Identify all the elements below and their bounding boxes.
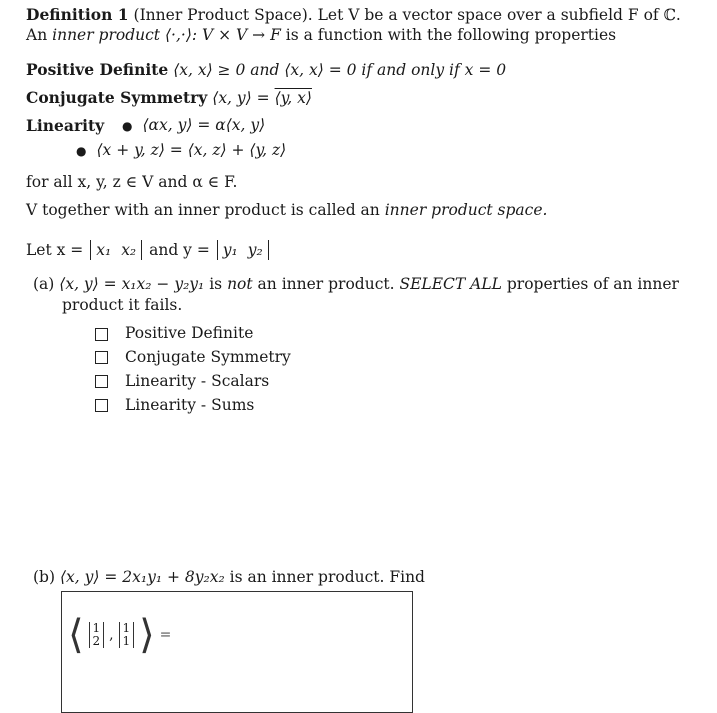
part-a-line2-text: product it fails.: [62, 296, 183, 314]
option-label-conjugate-symmetry: Conjugate Symmetry: [125, 348, 291, 366]
part-b-formula: ⟨x, y⟩ = 2x₁y₁ + 8y₂x₂: [59, 568, 225, 586]
property-text: ⟨x, x⟩ ≥ 0 and ⟨x, x⟩ = 0 if and only if x = 0: [173, 61, 507, 79]
equals-sign: =: [159, 627, 172, 643]
property-name: Positive Definite: [26, 60, 169, 79]
forall-text: for all x, y, z ∈ V and α ∈ F.: [26, 173, 238, 191]
checkbox-positive-definite[interactable]: [95, 328, 108, 341]
part-a-line-1: [33, 275, 679, 293]
linearity-bullet-2: [76, 141, 286, 159]
property-positive-definite: [26, 60, 506, 79]
definition-title: (Inner Product Space).: [133, 6, 313, 24]
column-vector-1: 1 2: [89, 622, 105, 648]
checkbox-linearity-sums[interactable]: [95, 399, 108, 412]
option-label-linearity-scalars: Linearity - Scalars: [125, 372, 270, 390]
bullet-text: ⟨x + y, z⟩ = ⟨x, z⟩ + ⟨y, z⟩: [96, 141, 287, 159]
option-label-positive-definite: Positive Definite: [125, 324, 254, 342]
part-b-label: (b): [33, 568, 56, 586]
property-linearity: [26, 116, 104, 135]
part-a-not: not: [227, 275, 253, 293]
definition-heading: Definition 1: [26, 5, 129, 24]
definition-term: inner product: [52, 26, 161, 44]
together-line: [26, 201, 547, 219]
definition-line-2: [26, 26, 616, 44]
property-conjugate-symmetry: [26, 88, 312, 107]
let-prefix: Let x =: [26, 241, 84, 259]
part-a-label: (a): [33, 275, 55, 293]
checkbox-linearity-scalars[interactable]: [95, 375, 108, 388]
answer-box[interactable]: [61, 591, 413, 713]
part-a-select-all: SELECT ALL: [399, 275, 502, 293]
part-b-line: [33, 568, 425, 586]
property-text: ⟨x, y⟩ =: [212, 89, 275, 107]
x-row-vector: x₁ x₂: [90, 240, 142, 260]
inner-product-expression: [68, 612, 171, 658]
part-a-formula: ⟨x, y⟩ = x₁x₂ − y₂y₁: [59, 275, 205, 293]
property-name: Conjugate Symmetry: [26, 88, 208, 107]
option-label-linearity-sums: Linearity - Sums: [125, 396, 255, 414]
checkbox-conjugate-symmetry[interactable]: [95, 351, 108, 364]
part-a-text2: an inner product.: [257, 275, 395, 293]
let-middle: and y =: [149, 241, 210, 259]
part-a-line-2: [62, 296, 182, 314]
bullet-text: ⟨αx, y⟩ = α⟨x, y⟩: [142, 116, 266, 134]
definition-line2-prefix: An: [26, 26, 48, 44]
property-overline: ⟨y, x⟩: [274, 89, 312, 107]
bullet-icon: ●: [122, 119, 133, 133]
bullet-icon: ●: [76, 144, 87, 158]
left-angle-bracket: ⟨: [68, 612, 84, 658]
let-line: [26, 240, 271, 260]
definition-math: ⟨·,·⟩: V × V → F: [164, 26, 281, 44]
together-term: inner product space.: [384, 201, 548, 219]
definition-line1-rest: Let V be a vector space over a subfield F of ℂ.: [317, 6, 681, 24]
part-a-text1: is: [209, 275, 223, 293]
definition-line-1: [26, 5, 681, 24]
right-angle-bracket: ⟩: [139, 612, 155, 658]
y-row-vector: y₁ y₂: [217, 240, 269, 260]
comma: ,: [109, 627, 114, 643]
together-prefix: V together with an inner product is called an: [26, 201, 380, 219]
linearity-bullet-1: [122, 116, 265, 134]
forall-line: [26, 173, 237, 191]
column-vector-2: 1 1: [119, 622, 135, 648]
part-a-text3: properties of an inner: [506, 275, 679, 293]
property-name: Linearity: [26, 116, 105, 135]
definition-line2-suffix: is a function with the following properties: [285, 26, 617, 44]
part-b-text: is an inner product. Find: [229, 568, 425, 586]
